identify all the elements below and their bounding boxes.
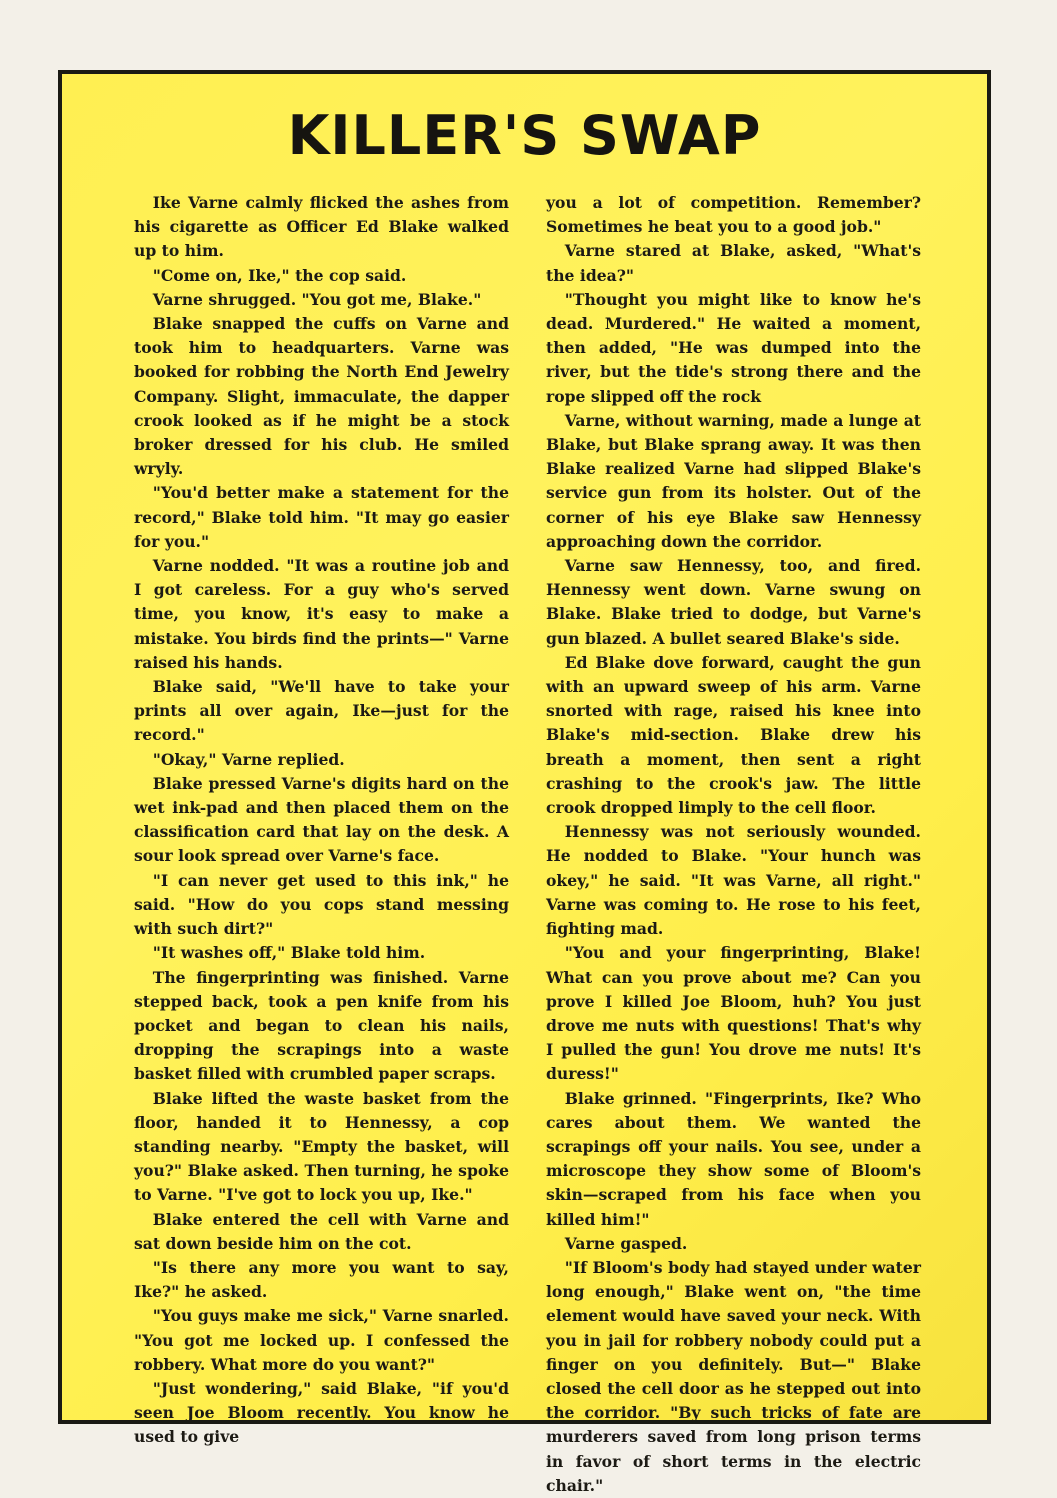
paragraph-continuation: you a lot of competition. Remember? Sometimes he beat you to a good job." (546, 193, 921, 237)
paragraph: "Is there any more you want to say, Ike?" he asked. (134, 1257, 509, 1302)
paragraph: The fingerprinting was finished. Varne stepped back, took a pen knife from his pocket and began to clean his nails, dropping the scrapings into a waste basket filled with crumbled paper scraps. (134, 967, 509, 1084)
paragraph: "Just wondering," said Blake, "if you'd seen Joe Bloom recently. You know he used to give (134, 1378, 509, 1447)
paragraph: Varne, without warning, made a lunge at Blake, but Blake sprang away. It was then Blake realized Varne had slipped Blake's service gun from its holster. Out of the corner of his eye Blake saw Hennessy approaching down the corridor. (546, 410, 921, 551)
paragraph: Hennessy was not seriously wounded. He nodded to Blake. "Your hunch was okey," he said. "It was Varne, all right." Varne was coming to. He rose to his feet, fighting mad. (546, 822, 921, 939)
right-column (546, 191, 921, 1498)
paragraph: "You and your fingerprinting, Blake! What can you prove about me? Can you prove I killed Joe Bloom, huh? You just drove me nuts with questions! That's why I pulled the gun! You drove me nuts! It's duress!" (546, 943, 921, 1084)
paragraph: "You guys make me sick," Varne snarled. "You got me locked up. I confessed the robbery. What more do you want?" (134, 1306, 509, 1374)
paragraph: Blake snapped the cuffs on Varne and took him to headquarters. Varne was booked for robbing the North End Jewelry Company. Slight, immaculate, the dapper crook looked as if he might be a stock broker dressed for his club. He smiled wryly. (134, 314, 509, 479)
paragraph: "Okay," Varne replied. (152, 749, 345, 769)
paragraph: Varne gasped. (564, 1233, 688, 1253)
paragraph: Blake pressed Varne's digits hard on the wet ink-pad and then placed them on the classification card that lay on the desk. A sour look spread over Varne's face. (134, 773, 509, 866)
paragraph: "I can never get used to this ink," he said. "How do you cops stand messing with such dirt?" (134, 870, 509, 939)
paragraph: Blake lifted the waste basket from the floor, handed it to Hennessy, a cop standing nearby. "Empty the basket, will you?" Blake asked. Then turning, he spoke to Varne. "I've got to lock you up, Ike." (134, 1088, 509, 1205)
paragraph: Blake entered the cell with Varne and sat down beside him on the cot. (134, 1209, 509, 1253)
paragraph: Varne stared at Blake, asked, "What's the idea?" (546, 241, 921, 285)
paragraph: "Come on, Ike," the cop said. (152, 265, 407, 285)
paragraph: "It washes off," Blake told him. (152, 943, 426, 963)
paragraph: Varne shrugged. "You got me, Blake." (152, 289, 482, 309)
left-column (134, 191, 509, 1450)
paragraph: Blake grinned. "Fingerprints, Ike? Who cares about them. We wanted the scrapings off your nails. You see, under a microscope they show some of Bloom's skin—scraped from his face when you killed him!" (546, 1088, 921, 1229)
paragraph: Blake said, "We'll have to take your prints all over again, Ike—just for the record." (134, 677, 509, 745)
paragraph: Varne nodded. "It was a routine job and I got careless. For a guy who's served time, you know, it's easy to make a mistake. You birds find the prints—" Varne raised his hands. (134, 556, 509, 672)
story-panel (58, 70, 991, 1495)
story-title: KILLER'S SWAP (287, 104, 762, 167)
paragraph: "You'd better make a statement for the record," Blake told him. "It may go easier for you." (134, 483, 509, 551)
paragraph: Varne saw Hennessy, too, and fired. Hennessy went down. Varne swung on Blake. Blake tried to dodge, but Varne's gun blazed. A bullet seared Blake's side. (546, 556, 921, 648)
paragraph: Ike Varne calmly flicked the ashes from his cigarette as Officer Ed Blake walked up to him. (134, 193, 509, 261)
paragraph: "If Bloom's body had stayed under water long enough," Blake went on, "the time element would have saved your neck. With you in jail for robbery nobody could put a finger on you definitely. But—" Blake closed the cell door as he stepped out into the corridor. "By such tricks of fate are murderers saved from long prison terms in favor of short terms in the electric chair." (546, 1257, 921, 1495)
paragraph: "Thought you might like to know he's dead. Murdered." He waited a moment, then added, "He was dumped into the river, but the tide's strong there and the rope slipped off the rock (546, 289, 921, 406)
paragraph: Ed Blake dove forward, caught the gun with an upward sweep of his arm. Varne snorted with rage, raised his knee into Blake's mid-section. Blake drew his breath a moment, then sent a right crashing to the crook's jaw. The little crook dropped limply to the cell floor. (546, 652, 921, 818)
